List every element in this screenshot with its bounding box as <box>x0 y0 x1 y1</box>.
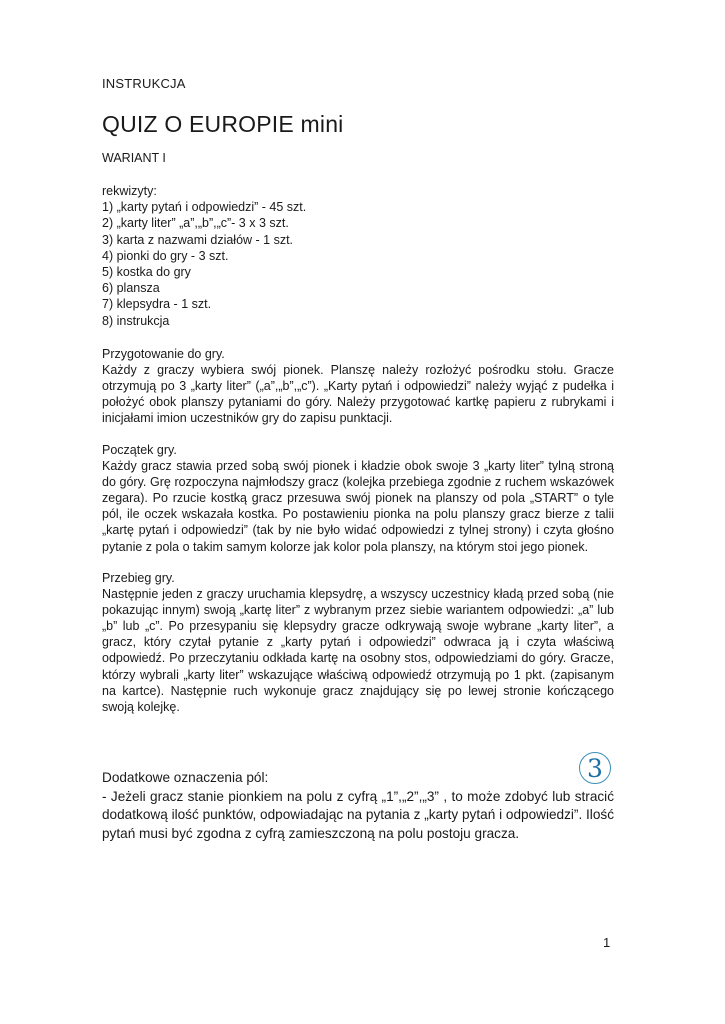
list-item: 5) kostka do gry <box>102 265 191 280</box>
section-paragraph: Każdy z graczy wybiera swój pionek. Planszę należy rozłożyć pośrodku stołu. Gracze otrzymują po 3 „karty liter” („a”,„b”,„c”). „Karty pytań i odpowiedzi” należy wyjąć z pudełka i położyć obok planszy pytaniami do góry. Należy przygotować kartkę papieru z rubrykami i inicjałami imion uczestników gry do zapisu punktacji. <box>102 363 614 426</box>
section-heading: Przebieg gry. <box>102 571 175 585</box>
course-section <box>102 570 614 715</box>
variant-label: WARIANT I <box>102 151 166 165</box>
section-paragraph: Następnie jeden z graczy uruchamia klepsydrę, a wszyscy uczestnicy kładą przed sobą (nie pokazując innym) swoją „kartę liter” z wybranym przez siebie wariantem odpowiedzi: „a” lub „b” lub „c”. Po przesypaniu się klepsydry gracze odkrywają swoje wybrane „karty liter”, a gracz, który czytał pytanie z „karty pytań i odpowiedzi” odwraca ją i czyta właściwą odpowiedź. Po przeczytaniu odkłada kartę na osobny stos, odpowiedziami do góry. Gracze, którzy wybrali „karty liter” wskazujące właściwą odpowiedź otrzymują po 1 pkt. (zapisanym na kartce). Następnie ruch wykonuje gracz znajdujący się po lewej stronie kończącego swoją kolejkę. <box>102 587 614 714</box>
requisites-list <box>102 183 306 329</box>
additional-section <box>102 769 614 843</box>
list-item: 2) „karty liter” „a”,„b”,„c”- 3 x 3 szt. <box>102 216 289 231</box>
section-heading: Początek gry. <box>102 443 177 457</box>
section-heading: Dodatkowe oznaczenia pól: <box>102 770 269 785</box>
preparation-section <box>102 346 614 426</box>
list-item: 8) instrukcja <box>102 313 170 328</box>
number-three-badge-icon: 3 <box>579 752 611 784</box>
requisites-heading: rekwizyty: <box>102 184 157 198</box>
list-item: 6) plansza <box>102 281 160 296</box>
section-paragraph: - Jeżeli gracz stanie pionkiem na polu z cyfrą „1”,„2”,„3” , to może zdobyć lub stracić dodatkową ilość punktów, odpowiadając na pytania z „karty pytań i odpowiedzi”. Ilość pytań musi być zgodna z cyfrą zamieszczoną na polu postoju gracza. <box>102 788 614 841</box>
section-heading: Przygotowanie do gry. <box>102 347 225 361</box>
page-number: 1 <box>603 935 611 950</box>
page-title: QUIZ O EUROPIE mini <box>102 111 344 137</box>
list-item: 3) karta z nazwami działów - 1 szt. <box>102 232 294 247</box>
list-item: 1) „karty pytań i odpowiedzi” - 45 szt. <box>102 200 307 215</box>
document-header: INSTRUKCJA <box>102 76 186 91</box>
section-paragraph: Każdy gracz stawia przed sobą swój pionek i kładzie obok swoje 3 „karty liter” tylną stroną do góry. Grę rozpoczyna najmłodszy gracz (kolejka przebiega zgodnie z ruchem wskazówek zegara). Po rzucie kostką gracz przesuwa swój pionek na planszy od pola „START” o tyle pól, ile oczek wskazała kostka. Po postawieniu pionka na polu planszy gracz bierze z talii „kartę pytań i odpowiedzi” (tak by nie było widać odpowiedzi z tylnej strony) i czyta głośno pytanie z pola o takim samym kolorze jak kolor pola planszy, na którym stoi jego pionek. <box>102 459 614 554</box>
list-item: 4) pionki do gry - 3 szt. <box>102 248 229 263</box>
list-item: 7) klepsydra - 1 szt. <box>102 297 212 312</box>
start-section <box>102 442 614 555</box>
